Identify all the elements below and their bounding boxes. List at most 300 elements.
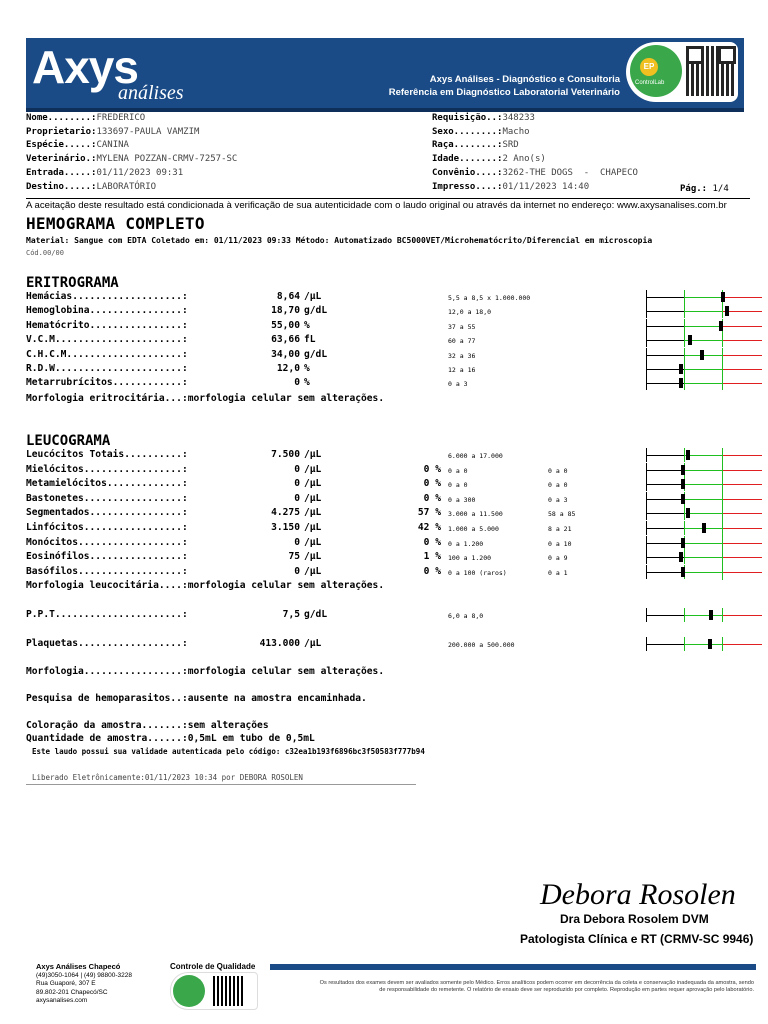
range-gauge: [646, 550, 762, 564]
range-gauge: [646, 376, 762, 390]
range-gauge: [646, 333, 762, 347]
leucograma-title: LEUCOGRAMA: [26, 433, 111, 449]
result-unit: /µL: [304, 638, 322, 649]
footer-phones: (49)3050-1064 | (49) 98800-3228: [36, 971, 133, 979]
result-row: [26, 320, 426, 333]
logo-subtitle: análises: [118, 82, 184, 104]
gauge-low-limit: [684, 550, 685, 564]
range-gauge: [646, 608, 762, 622]
gauge-high-limit: [722, 362, 723, 376]
gauge-marker: [688, 335, 692, 345]
gauge-high-range: [722, 513, 762, 514]
range-gauge: [646, 637, 762, 651]
leucograma-morphology: Morfologia leucocitária....:morfologia celular sem alterações.: [26, 580, 385, 591]
gauge-normal-range: [684, 543, 722, 544]
result-row: [26, 334, 426, 347]
gauge-marker: [681, 479, 685, 489]
result-value: 8,64: [276, 291, 300, 302]
info-line: [26, 126, 237, 140]
range-gauge: [646, 448, 762, 462]
reference-range: 37 a 55: [448, 322, 476, 331]
reference-range-absolute: 0 a 1.200: [448, 539, 484, 548]
reference-range-relative: 0 a 0: [548, 481, 568, 490]
info-value: 01/11/2023 09:31: [96, 167, 184, 178]
result-value: 55,00: [271, 319, 300, 331]
result-row: [26, 493, 446, 506]
result-unit: %: [304, 319, 310, 331]
gauge-normal-range: [684, 557, 722, 558]
result-row: [26, 349, 426, 362]
gauge-high-limit: [722, 608, 723, 622]
info-key: Requisição..:: [432, 113, 503, 123]
result-label: Basófilos..................:: [26, 565, 188, 577]
morphology-line: Morfologia.................:morfologia celular sem alterações.: [26, 666, 385, 677]
gauge-marker: [681, 538, 685, 548]
result-unit: /µL: [304, 507, 322, 519]
qr-code-icon[interactable]: [213, 976, 243, 1006]
info-value: SRD: [502, 140, 519, 151]
eritrograma-morphology: Morfologia eritrocitária...:morfologia celular sem alterações.: [26, 393, 385, 404]
gauge-normal-range: [684, 470, 722, 471]
result-label: Hematócrito................:: [26, 319, 188, 331]
gauge-marker: [686, 450, 690, 460]
result-row: [26, 566, 446, 579]
result-row: [26, 609, 426, 622]
info-line: [432, 112, 638, 126]
info-key: Convênio....:: [432, 167, 503, 178]
info-key: Nome........:: [26, 113, 97, 123]
gauge-baseline: [646, 513, 684, 514]
gauge-low-limit: [684, 304, 685, 318]
footer-disclaimer: Os resultados dos exames devem ser avaliados somente pelo Médico. Erros analíticos podem ocorrer em decorrência da coleta e conservação inadequada da amostra, sendo de responsabilidade do remetente. O relatório de ensaio deve ser reproduzido por completo. Reprodução em partes requer aprovação pelo laboratório.: [319, 980, 754, 993]
result-label: Leucócitos Totais..........:: [26, 449, 188, 460]
gauge-normal-range: [684, 297, 722, 298]
gauge-baseline: [646, 311, 684, 312]
quality-control-title: Controle de Qualidade: [170, 962, 256, 971]
result-row: [26, 363, 426, 376]
result-unit: g/dL: [304, 609, 328, 620]
signer-name: Dra Debora Rosolem DVM: [560, 912, 709, 926]
info-key: Idade.......:: [432, 154, 503, 165]
reference-range-absolute: 1.000 a 5.000: [448, 525, 499, 533]
info-key: Impresso....:: [432, 181, 503, 192]
result-percent: 0 %: [423, 492, 441, 504]
result-label: Metamielócitos.............:: [26, 478, 188, 490]
gauge-high-range: [722, 340, 762, 341]
result-value: 0: [294, 478, 300, 490]
gauge-baseline: [646, 543, 684, 544]
result-value: 7.500: [271, 449, 300, 460]
gauge-start-tick: [646, 506, 647, 520]
result-percent: 42 %: [417, 522, 441, 533]
result-unit: g/dL: [304, 305, 328, 317]
result-unit: /µL: [304, 551, 322, 563]
result-value: 3.150: [271, 522, 300, 533]
gauge-low-limit: [684, 376, 685, 390]
gauge-baseline: [646, 340, 684, 341]
gauge-low-limit: [684, 608, 685, 622]
gauge-baseline: [646, 484, 684, 485]
reference-range-relative: 0 a 1: [548, 568, 568, 577]
gauge-marker: [681, 465, 685, 475]
gauge-marker: [708, 639, 712, 649]
reference-range-absolute: 100 a 1.200: [448, 554, 492, 563]
result-row: [26, 377, 426, 390]
reference-range-relative: 8 a 21: [548, 525, 572, 533]
info-line: [26, 167, 237, 181]
info-line: [26, 112, 237, 126]
result-label: Linfócitos.................:: [26, 522, 188, 533]
result-row: [26, 478, 446, 491]
result-label: P.P.T......................:: [26, 609, 188, 620]
gauge-start-tick: [646, 448, 647, 462]
result-label: R.D.W......................:: [26, 363, 188, 374]
gauge-marker: [702, 523, 706, 533]
result-value: 0: [294, 463, 300, 475]
gauge-high-range: [722, 615, 762, 616]
result-row: [26, 449, 446, 462]
result-row: [26, 522, 446, 535]
header-tagline-1: Axys Análises - Diagnóstico e Consultoria: [429, 74, 620, 85]
reference-range-absolute: 0 a 0: [448, 466, 468, 475]
reference-range-relative: 0 a 3: [548, 495, 568, 504]
result-row: [26, 305, 426, 318]
reference-range-relative: 0 a 10: [548, 539, 572, 548]
gauge-start-tick: [646, 492, 647, 506]
result-value: 0: [294, 565, 300, 577]
gauge-start-tick: [646, 333, 647, 347]
gauge-baseline: [646, 528, 684, 529]
footer-bar: [270, 964, 756, 970]
info-line: [26, 153, 237, 167]
reference-range-relative: 58 a 85: [548, 510, 576, 519]
gauge-start-tick: [646, 565, 647, 579]
range-gauge: [646, 492, 762, 506]
reference-range-absolute: 0 a 300: [448, 495, 476, 504]
reference-range-relative: 0 a 9: [548, 554, 568, 563]
result-value: 12,0: [276, 363, 300, 374]
result-row: [26, 537, 446, 550]
footer-contact: [36, 963, 132, 1006]
range-gauge: [646, 362, 762, 376]
gauge-normal-range: [684, 572, 722, 573]
gauge-marker: [719, 321, 723, 331]
gauge-high-range: [722, 644, 762, 645]
result-label: Eosinófilos................:: [26, 551, 188, 563]
result-label: V.C.M......................:: [26, 334, 188, 346]
gauge-low-limit: [684, 637, 685, 651]
reference-range: 12,0 a 18,0: [448, 308, 492, 317]
info-key: Espécie.....:: [26, 140, 97, 151]
info-value: 348233: [502, 113, 535, 123]
gauge-normal-column: [722, 448, 723, 580]
gauge-high-limit: [722, 376, 723, 390]
reference-range: 0 a 3: [448, 380, 468, 389]
signer-role: Patologista Clínica e RT (CRMV-SC 9946): [520, 932, 754, 946]
result-percent: 0 %: [423, 463, 441, 475]
gauge-low-limit: [684, 448, 685, 462]
ep-seal-icon: EP: [640, 58, 658, 76]
gauge-marker: [679, 378, 683, 388]
gauge-start-tick: [646, 290, 647, 304]
gauge-marker: [679, 552, 683, 562]
gauge-low-limit: [684, 506, 685, 520]
release-info: Liberado Eletrônicamente:01/11/2023 10:34 por DEBORA ROSOLEN: [32, 773, 303, 782]
reference-range: 12 a 16: [448, 366, 476, 374]
gauge-low-limit: [684, 521, 685, 535]
result-label: Plaquetas..................:: [26, 638, 188, 649]
gauge-baseline: [646, 615, 684, 616]
result-value: 75: [288, 551, 300, 563]
gauge-start-tick: [646, 550, 647, 564]
sample-color-line: Coloração da amostra.......:sem alterações: [26, 720, 269, 731]
result-label: C.H.C.M....................:: [26, 348, 188, 360]
gauge-baseline: [646, 355, 684, 356]
reference-range: 60 a 77: [448, 337, 476, 346]
gauge-normal-range: [684, 311, 722, 312]
result-unit: /µL: [304, 463, 322, 475]
footer-city: 89.802-201 Chapecó/SC: [36, 988, 108, 996]
gauge-high-range: [722, 528, 762, 529]
result-label: Bastonetes.................:: [26, 492, 188, 504]
result-row: [26, 291, 426, 304]
gauge-start-tick: [646, 477, 647, 491]
gauge-high-limit: [722, 304, 723, 318]
validity-code: Este laudo possui sua validade autenticada pelo código: c32ea1b193f6896bc3f50583f777b94: [32, 747, 425, 756]
gauge-high-range: [722, 484, 762, 485]
result-value: 0: [294, 377, 300, 389]
result-percent: 57 %: [417, 507, 441, 519]
gauge-start-tick: [646, 637, 647, 651]
result-unit: /µL: [304, 449, 322, 460]
result-unit: %: [304, 363, 310, 374]
range-gauge: [646, 536, 762, 550]
gauge-high-limit: [722, 637, 723, 651]
range-gauge: [646, 319, 762, 333]
gauge-baseline: [646, 644, 684, 645]
divider: [26, 784, 416, 785]
exam-title: HEMOGRAMA COMPLETO: [26, 214, 205, 233]
result-unit: /µL: [304, 492, 322, 504]
reference-range: 5,5 a 8,5 x 1.000.000: [448, 294, 531, 302]
reference-range-absolute: 3.000 a 11.500: [448, 510, 503, 519]
result-unit: /µL: [304, 565, 322, 577]
gauge-start-tick: [646, 536, 647, 550]
gauge-high-range: [722, 543, 762, 544]
exam-code: Cód.00/00: [26, 249, 64, 257]
info-line: [432, 139, 638, 153]
gauge-normal-range: [684, 326, 722, 327]
info-value: 01/11/2023 14:40: [502, 181, 590, 192]
result-percent: 0 %: [423, 478, 441, 490]
gauge-baseline: [646, 297, 684, 298]
result-row: [26, 507, 446, 520]
exam-material: Material: Sangue com EDTA Coletado em: 01/11/2023 09:33 Método: Automatizado BC5000VET/Microhematócrito/Diferencial em microscopia: [26, 236, 653, 245]
footer-company: Axys Análises Chapecó: [36, 962, 121, 971]
info-value: 3262-THE DOGS - CHAPECO: [502, 167, 638, 178]
footer-site[interactable]: axysanalises.com: [36, 997, 88, 1004]
result-value: 34,00: [271, 348, 300, 360]
quality-control-badge: [170, 972, 258, 1010]
result-value: 7,5: [282, 609, 300, 620]
result-label: Hemoglobina................:: [26, 305, 188, 317]
result-unit: /µL: [304, 522, 322, 533]
reference-range-absolute: 6.000 a 17.000: [448, 452, 503, 460]
result-row: [26, 638, 426, 651]
info-line: [432, 181, 638, 195]
result-label: Segmentados................:: [26, 507, 188, 519]
result-value: 0: [294, 536, 300, 548]
gauge-high-range: [722, 470, 762, 471]
result-unit: g/dL: [304, 348, 328, 360]
result-label: Monócitos..................:: [26, 536, 188, 548]
result-value: 4.275: [271, 507, 300, 519]
range-gauge: [646, 477, 762, 491]
gauge-high-limit: [722, 333, 723, 347]
info-value: Macho: [502, 126, 530, 137]
hemoparasite-line: Pesquisa de hemoparasitos..:ausente na amostra encaminhada.: [26, 693, 367, 704]
gauge-marker: [681, 567, 685, 577]
gauge-marker: [725, 306, 729, 316]
gauge-high-range: [722, 297, 762, 298]
result-unit: /µL: [304, 536, 322, 548]
gauge-start-tick: [646, 319, 647, 333]
gauge-baseline: [646, 326, 684, 327]
gauge-low-limit: [684, 319, 685, 333]
gauge-baseline: [646, 572, 684, 573]
patient-info-right: [432, 112, 638, 194]
gauge-high-range: [722, 355, 762, 356]
info-value: MYLENA POZZAN-CRMV-7257-SC: [96, 154, 238, 165]
gauge-start-tick: [646, 608, 647, 622]
gauge-low-limit: [684, 333, 685, 347]
range-gauge: [646, 521, 762, 535]
result-unit: %: [304, 377, 310, 389]
range-gauge: [646, 348, 762, 362]
info-line: [26, 181, 237, 195]
gauge-normal-range: [684, 615, 722, 616]
footer-street: Rua Guaporé, 307 E: [36, 980, 96, 987]
info-value: LABORATÓRIO: [96, 181, 157, 192]
result-row: [26, 464, 446, 477]
reference-range: 32 a 36: [448, 351, 476, 360]
gauge-baseline: [646, 499, 684, 500]
result-label: Metarrubrícitos............:: [26, 377, 188, 389]
gauge-start-tick: [646, 521, 647, 535]
gauge-marker: [700, 350, 704, 360]
reference-range: 6,0 a 8,0: [448, 612, 484, 620]
result-label: Hemácias...................:: [26, 291, 188, 302]
gauge-marker: [709, 610, 713, 620]
info-key: Raça........:: [432, 140, 503, 151]
reference-range-absolute: 0 a 0: [448, 481, 468, 490]
gauge-marker: [686, 508, 690, 518]
gauge-normal-range: [684, 484, 722, 485]
gauge-low-limit: [684, 290, 685, 304]
gauge-start-tick: [646, 362, 647, 376]
header-tagline-2: Referência em Diagnóstico Laboratorial Veterinário: [388, 87, 620, 98]
result-row: [26, 551, 446, 564]
gauge-baseline: [646, 470, 684, 471]
result-value: 413.000: [259, 638, 300, 649]
divider: [26, 198, 750, 199]
reference-range-absolute: 0 a 100 (raros): [448, 568, 507, 577]
reference-range-relative: 0 a 0: [548, 466, 568, 475]
reference-range: 200.000 a 500.000: [448, 641, 515, 649]
qr-code-icon[interactable]: [686, 46, 736, 96]
result-unit: /µL: [304, 291, 322, 302]
result-percent: 1 %: [423, 551, 441, 563]
gauge-high-range: [722, 557, 762, 558]
gauge-normal-range: [684, 369, 722, 370]
patient-info-left: [26, 112, 237, 194]
gauge-start-tick: [646, 348, 647, 362]
range-gauge: [646, 506, 762, 520]
result-value: 0: [294, 492, 300, 504]
signature: Debora Rosolen: [540, 878, 736, 911]
range-gauge: [646, 304, 762, 318]
controllab-label: ControlLab: [635, 80, 665, 86]
gauge-start-tick: [646, 304, 647, 318]
result-value: 63,66: [271, 334, 300, 346]
gauge-normal-range: [684, 644, 722, 645]
gauge-marker: [679, 364, 683, 374]
info-line: [432, 126, 638, 140]
info-line: [432, 153, 638, 167]
range-gauge: [646, 463, 762, 477]
info-value: 133697-PAULA VAMZIM: [96, 126, 200, 137]
gauge-normal-range: [684, 499, 722, 500]
sample-quantity-line: Quantidade de amostra......:0,5mL em tubo de 0,5mL: [26, 733, 315, 744]
gauge-low-limit: [684, 348, 685, 362]
gauge-normal-range: [684, 383, 722, 384]
gauge-marker: [721, 292, 725, 302]
gauge-high-range: [722, 383, 762, 384]
gauge-high-range: [722, 455, 762, 456]
gauge-low-limit: [684, 362, 685, 376]
info-line: [26, 139, 237, 153]
gauge-baseline: [646, 455, 684, 456]
gauge-high-limit: [722, 348, 723, 362]
info-key: Proprietario:: [26, 126, 97, 137]
info-key: Sexo........:: [432, 126, 503, 137]
info-value: FREDERICO: [96, 113, 146, 123]
result-value: 18,70: [271, 305, 300, 317]
range-gauge: [646, 290, 762, 304]
controllab-seal-icon: [173, 975, 205, 1007]
result-unit: /µL: [304, 478, 322, 490]
authenticity-notice: A aceitação deste resultado está condicionada à verificação de sua autenticidade com o laudo original ou através da internet no endereço: www.axysanalises.com.br: [26, 200, 727, 211]
info-line: [432, 167, 638, 181]
result-percent: 0 %: [423, 565, 441, 577]
quality-badge: [626, 42, 738, 102]
gauge-high-range: [722, 326, 762, 327]
range-gauge: [646, 565, 762, 579]
page-number: Pág.: 1/4: [680, 184, 729, 194]
gauge-marker: [681, 494, 685, 504]
gauge-high-range: [722, 572, 762, 573]
result-percent: 0 %: [423, 536, 441, 548]
logo: Axys: [32, 41, 138, 93]
eritrograma-title: ERITROGRAMA: [26, 275, 119, 291]
info-key: Entrada.....:: [26, 167, 97, 178]
info-key: Destino.....:: [26, 181, 97, 192]
gauge-start-tick: [646, 463, 647, 477]
result-label: Mielócitos.................:: [26, 463, 188, 475]
gauge-high-range: [722, 499, 762, 500]
result-unit: fL: [304, 334, 316, 346]
info-key: Veterinário.:: [26, 154, 97, 165]
